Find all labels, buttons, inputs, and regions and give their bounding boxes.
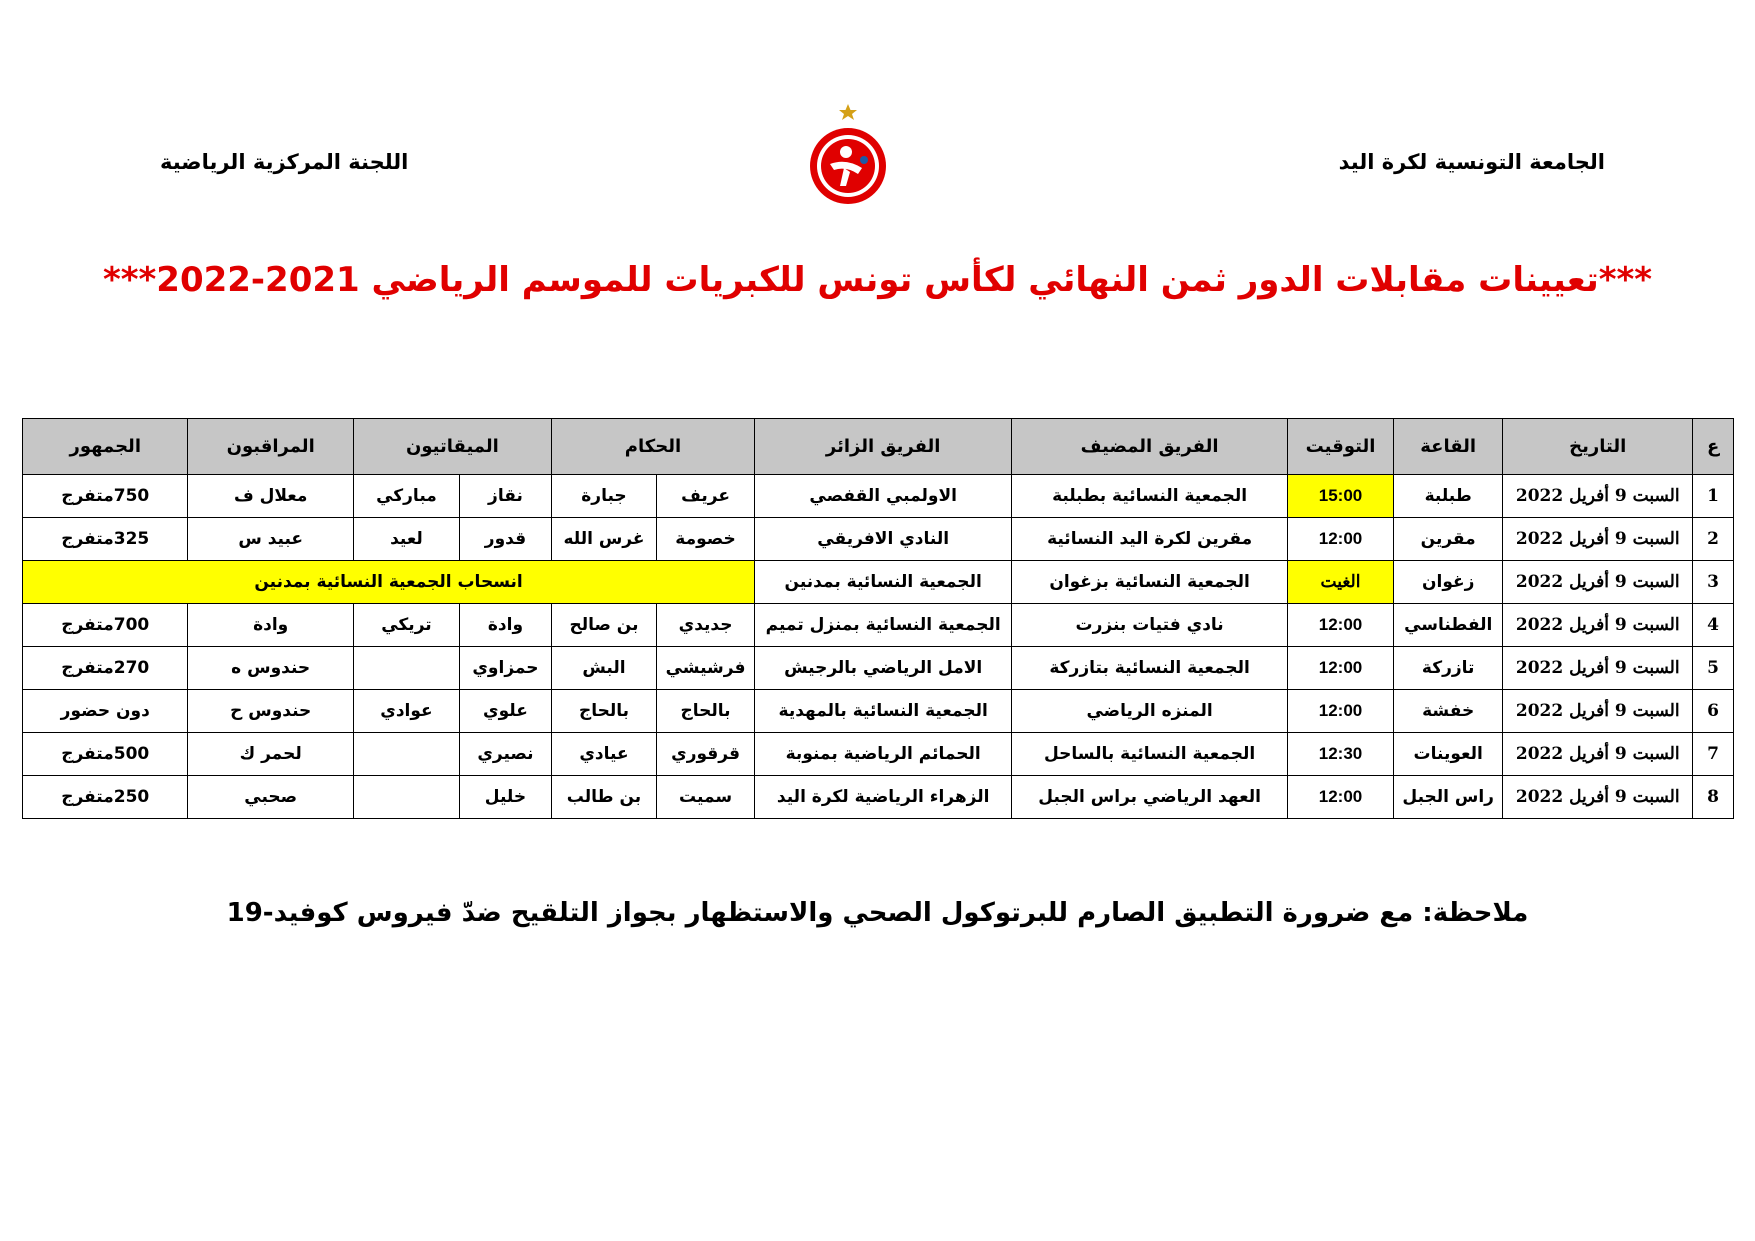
match-date: السبت 9 أفريل 2022 xyxy=(1503,690,1693,733)
match-time: 12:30 xyxy=(1287,733,1393,776)
home-team: الجمعية النسائية بطبلبة xyxy=(1012,475,1288,518)
home-team: الجمعية النسائية بالساحل xyxy=(1012,733,1288,776)
audience: 325متفرج xyxy=(23,518,188,561)
table-row xyxy=(23,604,1734,647)
referee-2: جبارة xyxy=(551,475,656,518)
match-time: الغيت xyxy=(1287,561,1393,604)
col-header-home: الفريق المضيف xyxy=(1012,419,1288,475)
table-row xyxy=(23,776,1734,819)
timekeeper-1: نقاز xyxy=(460,475,552,518)
match-date: السبت 9 أفريل 2022 xyxy=(1503,733,1693,776)
observer: صحبي xyxy=(188,776,353,819)
timekeeper-2: عوادي xyxy=(353,690,459,733)
table-row xyxy=(23,475,1734,518)
match-time: 12:00 xyxy=(1287,690,1393,733)
away-team: الحمائم الرياضية بمنوبة xyxy=(755,733,1012,776)
home-team: الجمعية النسائية بزغوان xyxy=(1012,561,1288,604)
match-date: السبت 9 أفريل 2022 xyxy=(1503,604,1693,647)
match-date: السبت 9 أفريل 2022 xyxy=(1503,561,1693,604)
row-number: 2 xyxy=(1693,518,1734,561)
home-team: نادي فتيات بنزرت xyxy=(1012,604,1288,647)
col-header-away: الفريق الزائر xyxy=(755,419,1012,475)
match-date: السبت 9 أفريل 2022 xyxy=(1503,518,1693,561)
committee-name: اللجنة المركزية الرياضية xyxy=(160,150,409,174)
match-time: 15:00 xyxy=(1287,475,1393,518)
table-row xyxy=(23,561,1734,604)
table-row xyxy=(23,647,1734,690)
referee-2: بن صالح xyxy=(551,604,656,647)
row-number: 3 xyxy=(1693,561,1734,604)
match-hall: راس الجبل xyxy=(1394,776,1503,819)
handball-federation-emblem-icon xyxy=(800,104,896,208)
observer: عبيد س xyxy=(188,518,353,561)
audience: 270متفرج xyxy=(23,647,188,690)
referee-1: خصومة xyxy=(657,518,755,561)
referee-2: بن طالب xyxy=(551,776,656,819)
away-team: الجمعية النسائية بالمهدية xyxy=(755,690,1012,733)
table-row xyxy=(23,518,1734,561)
referee-1: قرقوري xyxy=(657,733,755,776)
timekeeper-2: مباركي xyxy=(353,475,459,518)
away-team: الزهراء الرياضية لكرة اليد xyxy=(755,776,1012,819)
home-team: العهد الرياضي براس الجبل xyxy=(1012,776,1288,819)
match-date: السبت 9 أفريل 2022 xyxy=(1503,647,1693,690)
row-number: 6 xyxy=(1693,690,1734,733)
timekeeper-2 xyxy=(353,733,459,776)
row-number: 5 xyxy=(1693,647,1734,690)
match-hall: الفطناسي xyxy=(1394,604,1503,647)
table-row xyxy=(23,690,1734,733)
col-header-timekeepers: الميقاتيون xyxy=(353,419,551,475)
match-date: السبت 9 أفريل 2022 xyxy=(1503,776,1693,819)
col-header-date: التاريخ xyxy=(1503,419,1693,475)
match-hall: طبلبة xyxy=(1394,475,1503,518)
away-team: الامل الرياضي بالرجيش xyxy=(755,647,1012,690)
col-header-time: التوقيت xyxy=(1287,419,1393,475)
audience: 250متفرج xyxy=(23,776,188,819)
timekeeper-1: علوي xyxy=(460,690,552,733)
referee-2: البش xyxy=(551,647,656,690)
audience: 500متفرج xyxy=(23,733,188,776)
row-number: 4 xyxy=(1693,604,1734,647)
referee-1: جديدي xyxy=(657,604,755,647)
audience: 700متفرج xyxy=(23,604,188,647)
referee-1: سميت xyxy=(657,776,755,819)
home-team: الجمعية النسائية بتازركة xyxy=(1012,647,1288,690)
audience: 750متفرج xyxy=(23,475,188,518)
referee-1: بالحاج xyxy=(657,690,755,733)
referee-1: عريف xyxy=(657,475,755,518)
match-time: 12:00 xyxy=(1287,518,1393,561)
away-team: الاولمبي القفصي xyxy=(755,475,1012,518)
observer: لحمر ك xyxy=(188,733,353,776)
match-hall: مقرين xyxy=(1394,518,1503,561)
timekeeper-2: تريكي xyxy=(353,604,459,647)
referee-2: بالحاج xyxy=(551,690,656,733)
timekeeper-2 xyxy=(353,647,459,690)
timekeeper-2: لعيد xyxy=(353,518,459,561)
timekeeper-1: قدور xyxy=(460,518,552,561)
referee-2: غرس الله xyxy=(551,518,656,561)
col-header-referees: الحكام xyxy=(551,419,754,475)
withdrawal-note: انسحاب الجمعية النسائية بمدنين xyxy=(23,561,755,604)
observer: وادة xyxy=(188,604,353,647)
row-number: 1 xyxy=(1693,475,1734,518)
match-time: 12:00 xyxy=(1287,647,1393,690)
federation-name: الجامعة التونسية لكرة اليد xyxy=(1338,150,1605,174)
observer: حندوس ه xyxy=(188,647,353,690)
match-hall: العوينات xyxy=(1394,733,1503,776)
row-number: 8 xyxy=(1693,776,1734,819)
table-row xyxy=(23,733,1734,776)
away-team: الجمعية النسائية بمنزل تميم xyxy=(755,604,1012,647)
col-header-num: ع xyxy=(1693,419,1734,475)
timekeeper-1: خليل xyxy=(460,776,552,819)
row-number: 7 xyxy=(1693,733,1734,776)
match-date: السبت 9 أفريل 2022 xyxy=(1503,475,1693,518)
match-hall: زغوان xyxy=(1394,561,1503,604)
match-time: 12:00 xyxy=(1287,604,1393,647)
covid-note: ملاحظة: مع ضرورة التطبيق الصارم للبرتوكول الصحي والاستظهار بجواز التلقيح ضدّ فيروس كوفيد-19 xyxy=(226,898,1529,928)
observer: حندوس ح xyxy=(188,690,353,733)
match-time: 12:00 xyxy=(1287,776,1393,819)
page-title: ***تعيينات مقابلات الدور ثمن النهائي لكأس تونس للكبريات للموسم الرياضي 2021-2022*** xyxy=(102,260,1653,300)
away-team: النادي الافريقي xyxy=(755,518,1012,561)
timekeeper-2 xyxy=(353,776,459,819)
timekeeper-1: نصيري xyxy=(460,733,552,776)
referee-2: عيادي xyxy=(551,733,656,776)
away-team: الجمعية النسائية بمدنين xyxy=(755,561,1012,604)
observer: معلال ف xyxy=(188,475,353,518)
referee-1: فرشيشي xyxy=(657,647,755,690)
match-hall: خفشة xyxy=(1394,690,1503,733)
home-team: مقرين لكرة اليد النسائية xyxy=(1012,518,1288,561)
schedule-table xyxy=(22,418,1734,819)
match-hall: تازركة xyxy=(1394,647,1503,690)
table-header-row xyxy=(23,419,1734,475)
timekeeper-1: حمزاوي xyxy=(460,647,552,690)
col-header-hall: القاعة xyxy=(1394,419,1503,475)
timekeeper-1: وادة xyxy=(460,604,552,647)
col-header-observers: المراقبون xyxy=(188,419,353,475)
audience: دون حضور xyxy=(23,690,188,733)
home-team: المنزه الرياضي xyxy=(1012,690,1288,733)
col-header-audience: الجمهور xyxy=(23,419,188,475)
